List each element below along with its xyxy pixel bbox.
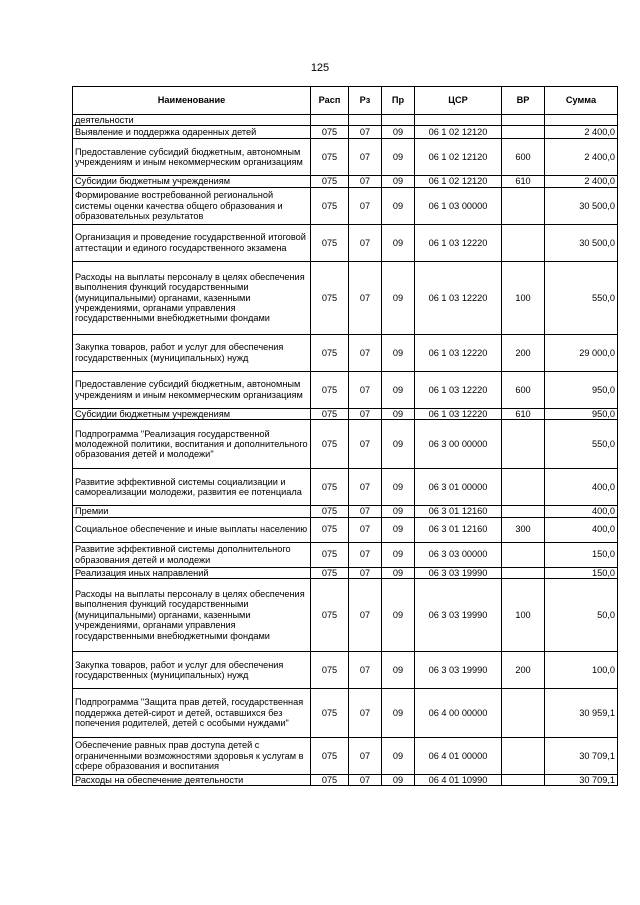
cell-vr [502,738,545,775]
cell-csr: 06 1 03 12220 [415,224,502,261]
cell-rasp: 075 [311,126,349,139]
cell-pr: 09 [382,371,415,408]
cell-vr: 300 [502,517,545,542]
cell-rasp: 075 [311,517,349,542]
cell-pr: 09 [382,408,415,419]
cell-sum: 30 709,1 [545,775,618,786]
table-row [73,115,618,126]
cell-name: Реализация иных направлений [73,567,311,578]
cell-rz: 07 [349,775,382,786]
header-vr: ВР [502,87,545,115]
cell-csr: 06 1 02 12120 [415,126,502,139]
cell-sum: 29 000,0 [545,334,618,371]
table-row [73,420,618,469]
cell-name: Закупка товаров, работ и услуг для обеспечения государственных (муниципальных) нужд [73,334,311,371]
cell-name: Расходы на выплаты персоналу в целях обеспечения выполнения функций государственными (муниципальными) органами, казенными учреждениями, органами управления государственными внебюджетными фондами [73,579,311,652]
table-row [73,567,618,578]
cell-rz: 07 [349,567,382,578]
cell-rasp: 075 [311,689,349,738]
header-sum: Сумма [545,87,618,115]
cell-pr: 09 [382,261,415,334]
cell-sum: 2 400,0 [545,176,618,187]
cell-name: Субсидии бюджетным учреждениям [73,408,311,419]
cell-pr: 09 [382,506,415,517]
cell-csr: 06 3 03 00000 [415,542,502,567]
cell-name: деятельности [73,115,311,126]
cell-pr: 09 [382,139,415,176]
cell-rz: 07 [349,506,382,517]
cell-pr: 09 [382,579,415,652]
cell-pr: 09 [382,652,415,689]
cell-pr: 09 [382,420,415,469]
cell-name: Подпрограмма "Реализация государственной молодежной политики, воспитания и дополнительного образования детей и молодежи" [73,420,311,469]
cell-name: Формирование востребованной региональной системы оценки качества общего образования и образовательных результатов [73,187,311,224]
cell-name: Премии [73,506,311,517]
header-name: Наименование [73,87,311,115]
cell-name: Развитие эффективной системы дополнительного образования детей и молодежи [73,542,311,567]
cell-vr [502,126,545,139]
cell-name: Подпрограмма "Защита прав детей, государственная поддержка детей-сирот и детей, оставшихся без попечения родителей, детей с особыми нуждами" [73,689,311,738]
cell-sum: 400,0 [545,517,618,542]
cell-rasp: 075 [311,224,349,261]
table-row [73,139,618,176]
cell-pr: 09 [382,187,415,224]
cell-sum: 30 709,1 [545,738,618,775]
cell-pr: 09 [382,469,415,506]
cell-csr: 06 4 00 00000 [415,689,502,738]
cell-vr [502,420,545,469]
cell-name: Субсидии бюджетным учреждениям [73,176,311,187]
cell-vr: 200 [502,334,545,371]
header-pr: Пр [382,87,415,115]
table-row [73,261,618,334]
cell-csr: 06 3 00 00000 [415,420,502,469]
cell-csr: 06 1 02 12120 [415,176,502,187]
cell-vr: 100 [502,579,545,652]
cell-csr [415,115,502,126]
table-row [73,775,618,786]
cell-rasp: 075 [311,738,349,775]
table-row [73,371,618,408]
cell-rz: 07 [349,371,382,408]
cell-csr: 06 1 02 12120 [415,139,502,176]
cell-csr: 06 3 03 19990 [415,567,502,578]
cell-csr: 06 4 01 10990 [415,775,502,786]
cell-vr [502,775,545,786]
cell-name: Обеспечение равных прав доступа детей с ограниченными возможностями здоровья к услугам в сфере образования и воспитания [73,738,311,775]
cell-pr: 09 [382,224,415,261]
cell-rz: 07 [349,469,382,506]
table-row [73,176,618,187]
cell-csr: 06 4 01 00000 [415,738,502,775]
cell-rz: 07 [349,542,382,567]
table-row [73,126,618,139]
cell-csr: 06 3 03 19990 [415,652,502,689]
cell-sum: 150,0 [545,567,618,578]
cell-sum: 30 500,0 [545,187,618,224]
cell-name: Расходы на обеспечение деятельности [73,775,311,786]
cell-pr: 09 [382,334,415,371]
cell-rz: 07 [349,224,382,261]
cell-sum: 2 400,0 [545,126,618,139]
cell-sum [545,115,618,126]
cell-pr: 09 [382,567,415,578]
cell-pr: 09 [382,738,415,775]
cell-rz: 07 [349,408,382,419]
cell-rasp: 075 [311,420,349,469]
cell-rasp: 075 [311,652,349,689]
cell-sum: 550,0 [545,420,618,469]
cell-sum: 30 500,0 [545,224,618,261]
cell-rasp: 075 [311,139,349,176]
cell-sum: 150,0 [545,542,618,567]
table-row [73,689,618,738]
cell-rasp: 075 [311,469,349,506]
cell-rasp: 075 [311,408,349,419]
table-row [73,469,618,506]
table-row [73,187,618,224]
cell-vr [502,115,545,126]
cell-rz: 07 [349,652,382,689]
cell-csr: 06 3 01 00000 [415,469,502,506]
cell-rz: 07 [349,126,382,139]
table-row [73,334,618,371]
page-number: 125 [310,62,330,74]
cell-rasp: 075 [311,567,349,578]
cell-rasp: 075 [311,334,349,371]
cell-sum: 30 959,1 [545,689,618,738]
cell-name: Расходы на выплаты персоналу в целях обеспечения выполнения функций государственными (муниципальными) органами, казенными учреждениями, органами управления государственными внебюджетными фондами [73,261,311,334]
cell-rasp [311,115,349,126]
table-row [73,517,618,542]
cell-vr [502,224,545,261]
cell-pr: 09 [382,775,415,786]
cell-name: Организация и проведение государственной итоговой аттестации и единого государственного экзамена [73,224,311,261]
cell-rz: 07 [349,139,382,176]
cell-vr [502,506,545,517]
cell-pr: 09 [382,517,415,542]
cell-name: Предоставление субсидий бюджетным, автономным учреждениям и иным некоммерческим организациям [73,139,311,176]
cell-sum: 50,0 [545,579,618,652]
cell-rz: 07 [349,261,382,334]
cell-sum: 950,0 [545,408,618,419]
cell-csr: 06 1 03 12220 [415,408,502,419]
cell-vr: 610 [502,408,545,419]
cell-rasp: 075 [311,775,349,786]
cell-vr: 600 [502,139,545,176]
table-row [73,579,618,652]
cell-rz: 07 [349,176,382,187]
cell-name: Предоставление субсидий бюджетным, автономным учреждениям и иным некоммерческим организациям [73,371,311,408]
cell-rasp: 075 [311,542,349,567]
cell-csr: 06 1 03 12220 [415,371,502,408]
table-row [73,738,618,775]
cell-csr: 06 1 03 12220 [415,334,502,371]
cell-pr [382,115,415,126]
cell-name: Социальное обеспечение и иные выплаты населению [73,517,311,542]
cell-vr: 600 [502,371,545,408]
cell-rz: 07 [349,689,382,738]
cell-rasp: 075 [311,187,349,224]
table-row [73,652,618,689]
cell-vr: 200 [502,652,545,689]
cell-csr: 06 3 03 19990 [415,579,502,652]
table-row [73,542,618,567]
cell-rz: 07 [349,187,382,224]
cell-rasp: 075 [311,371,349,408]
cell-rz: 07 [349,517,382,542]
cell-rz: 07 [349,420,382,469]
cell-sum: 400,0 [545,506,618,517]
cell-rasp: 075 [311,506,349,517]
cell-vr: 610 [502,176,545,187]
cell-sum: 400,0 [545,469,618,506]
header-rasp: Расп [311,87,349,115]
cell-sum: 950,0 [545,371,618,408]
cell-rasp: 075 [311,176,349,187]
cell-vr: 100 [502,261,545,334]
cell-pr: 09 [382,176,415,187]
cell-csr: 06 3 01 12160 [415,506,502,517]
table-row [73,224,618,261]
cell-csr: 06 3 01 12160 [415,517,502,542]
cell-rz: 07 [349,334,382,371]
cell-pr: 09 [382,542,415,567]
table-row [73,506,618,517]
cell-vr [502,187,545,224]
cell-pr: 09 [382,689,415,738]
cell-name: Развитие эффективной системы социализации и самореализации молодежи, развития ее потенциала [73,469,311,506]
cell-rasp: 075 [311,579,349,652]
cell-rz: 07 [349,579,382,652]
cell-pr: 09 [382,126,415,139]
cell-vr [502,469,545,506]
cell-sum: 2 400,0 [545,139,618,176]
budget-table [72,86,618,786]
header-row [73,87,618,115]
cell-rz [349,115,382,126]
table-row [73,408,618,419]
cell-rasp: 075 [311,261,349,334]
cell-name: Закупка товаров, работ и услуг для обеспечения государственных (муниципальных) нужд [73,652,311,689]
cell-vr [502,542,545,567]
cell-vr [502,689,545,738]
cell-vr [502,567,545,578]
cell-sum: 100,0 [545,652,618,689]
cell-rz: 07 [349,738,382,775]
cell-csr: 06 1 03 12220 [415,261,502,334]
header-csr: ЦСР [415,87,502,115]
cell-sum: 550,0 [545,261,618,334]
cell-name: Выявление и поддержка одаренных детей [73,126,311,139]
header-rz: Рз [349,87,382,115]
cell-csr: 06 1 03 00000 [415,187,502,224]
